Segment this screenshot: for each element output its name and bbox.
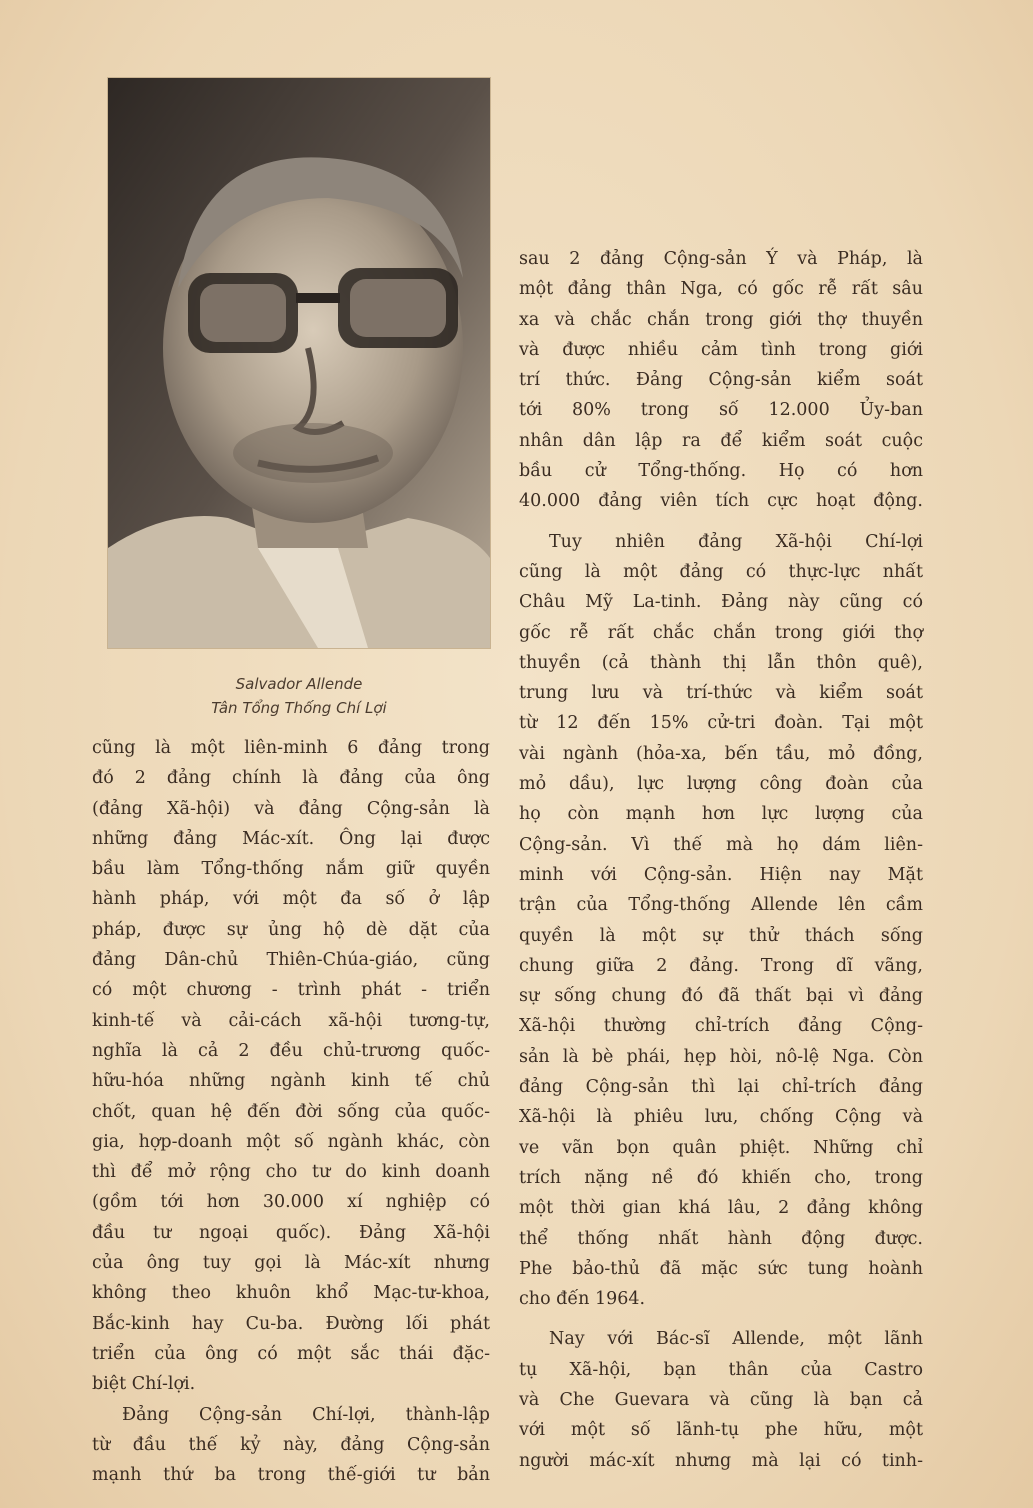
text-line: thuyền (cả thành thị lẫn thôn quê), [519, 652, 923, 673]
text-line: của ông tuy gọi là Mác-xít nhưng [92, 1253, 490, 1274]
text-line: Xã-hội thường chỉ-trích đảng Cộng- [519, 1016, 923, 1037]
text-line: Cộng-sản. Vì thế mà họ dám liên- [519, 834, 923, 855]
right-paragraph-1 [519, 244, 923, 517]
text-line: trận của Tổng-thống Allende lên cầm [519, 895, 923, 916]
text-line: sau 2 đảng Cộng-sản Ý và Pháp, là [519, 249, 923, 269]
text-line: 40.000 đảng viên tích cực hoạt động. [519, 491, 923, 512]
text-line: biệt Chí-lợi. [92, 1374, 196, 1395]
text-line: mạnh thứ ba trong thế-giới tư bản [92, 1465, 490, 1486]
text-line: tới 80% trong số 12.000 Ủy-ban [519, 400, 923, 421]
text-line: bầu cử Tổng-thống. Họ có hơn [519, 461, 923, 482]
text-line: những đảng Mác-xít. Ông lại được [92, 828, 490, 849]
text-line: tụ Xã-hội, bạn thân của Castro [519, 1359, 923, 1380]
text-line: Bắc-kinh hay Cu-ba. Đường lối phát [92, 1313, 490, 1334]
text-line: hữu-hóa những ngành kinh tế chủ [92, 1071, 490, 1092]
text-line: minh với Cộng-sản. Hiện nay Mặt [519, 864, 923, 885]
text-line: bầu làm Tổng-thống nắm giữ quyền [92, 859, 490, 880]
text-line: từ 12 đến 15% cử-tri đoàn. Tại một [519, 713, 923, 734]
text-line: (gồm tới hơn 30.000 xí nghiệp có [92, 1192, 490, 1213]
text-line: ve vãn bọn quân phiệt. Những chỉ [519, 1137, 923, 1158]
caption-name: Salvador Allende [235, 675, 363, 693]
text-line: một đảng thân Nga, có gốc rễ rất sâu [519, 279, 923, 300]
text-line: gia, hợp-doanh một số ngành khác, còn [92, 1131, 490, 1152]
text-line: vài ngành (hỏa-xa, bến tầu, mỏ đồng, [519, 743, 923, 764]
text-line: đó 2 đảng chính là đảng của ông [92, 768, 490, 789]
portrait-photo [108, 78, 490, 648]
text-line: và Che Guevara và cũng là bạn cả [519, 1389, 923, 1410]
text-line: Châu Mỹ La-tinh. Đảng này cũng có [519, 592, 923, 613]
text-line: đảng Cộng-sản thì lại chỉ-trích đảng [519, 1077, 923, 1098]
text-line: trí thức. Đảng Cộng-sản kiểm soát [519, 370, 923, 391]
text-line: pháp, được sự ủng hộ dè dặt của [92, 919, 490, 940]
right-paragraph-3 [519, 1324, 923, 1475]
text-line: chốt, quan hệ đến đời sống của quốc- [92, 1101, 490, 1122]
text-line: nhân dân lập ra để kiểm soát cuộc [519, 430, 923, 451]
text-line: sự sống chung đó đã thất bại vì đảng [519, 986, 923, 1007]
text-line: Phe bảo-thủ đã mặc sức tung hoành [519, 1258, 923, 1279]
text-line: cũng là một liên-minh 6 đảng trong [92, 738, 490, 758]
right-column [519, 244, 923, 1476]
left-paragraph-1 [92, 733, 490, 1400]
text-line: xa và chắc chắn trong giới thợ thuyền [519, 309, 923, 330]
portrait-image [108, 78, 490, 648]
text-line: Tuy nhiên đảng Xã-hội Chí-lợi [549, 531, 923, 552]
text-line: có một chương - trình phát - triển [92, 980, 490, 1001]
right-paragraph-2 [519, 527, 923, 1315]
text-line: Đảng Cộng-sản Chí-lợi, thành-lập [122, 1404, 490, 1425]
text-line: và được nhiều cảm tình trong giới [519, 339, 923, 360]
text-line: Nay với Bác-sĩ Allende, một lãnh [549, 1329, 923, 1350]
text-line: sản là bè phái, hẹp hòi, nô-lệ Nga. Còn [519, 1046, 923, 1067]
text-line: (đảng Xã-hội) và đảng Cộng-sản là [92, 798, 490, 819]
left-column [92, 733, 490, 1490]
text-line: hành pháp, với một đa số ở lập [92, 889, 490, 910]
text-line: từ đầu thế kỷ này, đảng Cộng-sản [92, 1434, 490, 1455]
text-line: cũng là một đảng có thực-lực nhất [519, 561, 923, 582]
text-line: nghĩa là cả 2 đều chủ-trương quốc- [92, 1040, 490, 1061]
text-line: trung lưu và trí-thức và kiểm soát [519, 683, 923, 704]
text-line: triển của ông có một sắc thái đặc- [92, 1343, 490, 1364]
text-line: thể thống nhất hành động được. [519, 1228, 923, 1249]
text-line: cho đến 1964. [519, 1289, 646, 1310]
caption-title: Tân Tổng Thống Chí Lợi [211, 699, 387, 717]
text-line: không theo khuôn khổ Mạc-tư-khoa, [92, 1283, 490, 1304]
text-line: chung giữa 2 đảng. Trong dĩ vãng, [519, 955, 923, 976]
text-line: gốc rễ rất chắc chắn trong giới thợ [519, 622, 923, 643]
photo-caption [108, 672, 490, 720]
text-line: quyền là một sự thử thách sống [519, 925, 923, 946]
text-line: đảng Dân-chủ Thiên-Chúa-giáo, cũng [92, 950, 490, 971]
text-line: Xã-hội là phiêu lưu, chống Cộng và [519, 1107, 923, 1128]
text-line: kinh-tế và cải-cách xã-hội tương-tự, [92, 1010, 490, 1031]
text-line: người mác-xít nhưng mà lại có tinh- [519, 1450, 923, 1471]
text-line: một thời gian khá lâu, 2 đảng không [519, 1198, 923, 1219]
text-line: mỏ dầu), lực lượng công đoàn của [519, 774, 923, 795]
text-line: họ còn mạnh hơn lực lượng của [519, 804, 923, 825]
text-line: với một số lãnh-tụ phe hữu, một [519, 1420, 923, 1441]
text-line: đầu tư ngoại quốc). Đảng Xã-hội [92, 1222, 490, 1243]
text-line: thì để mở rộng cho tư do kinh doanh [92, 1162, 490, 1183]
text-line: trích nặng nề đó khiến cho, trong [519, 1167, 923, 1188]
left-paragraph-2 [92, 1400, 490, 1491]
